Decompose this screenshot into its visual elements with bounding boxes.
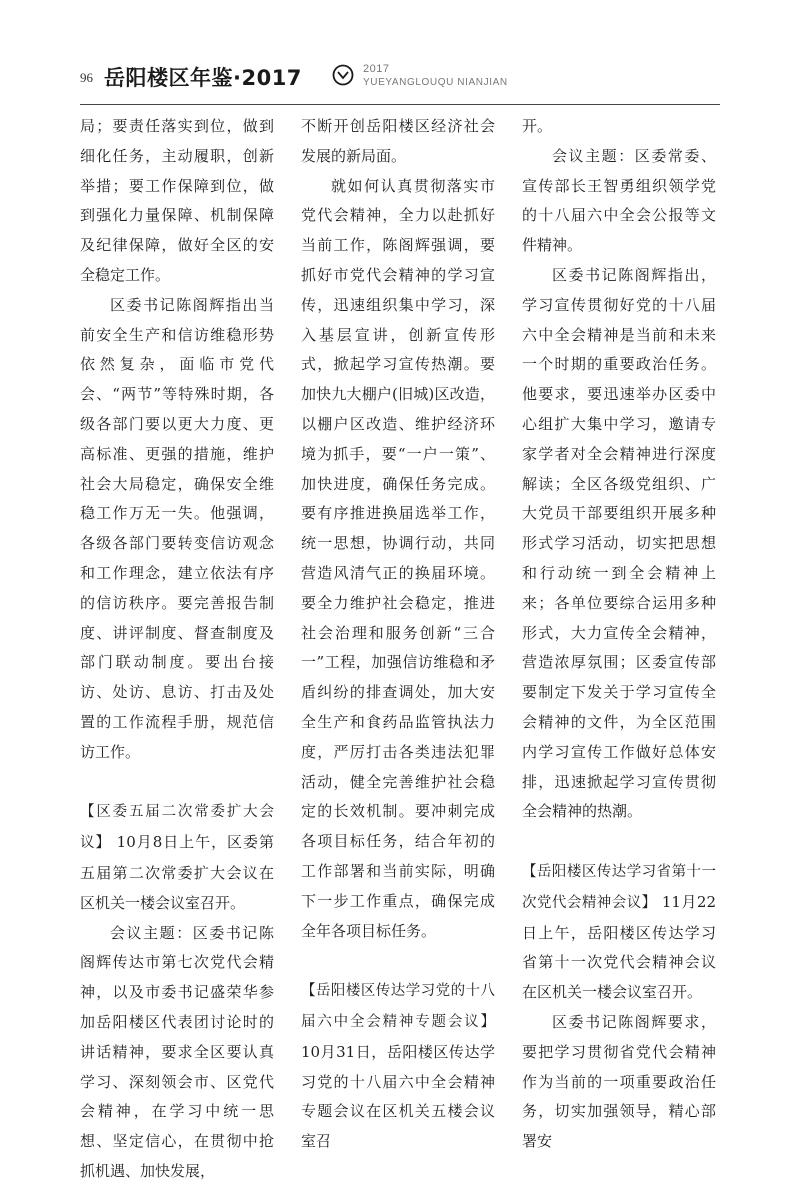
section-title: 【岳阳楼区传达学习省第十一次党代会精神会议】 (522, 863, 716, 911)
section-heading (522, 857, 716, 1008)
section-text: 11月22日上午，岳阳楼区传达学习省第十一次党代会精神会议在区机关一楼会议室召开。 (522, 892, 716, 1002)
page-header (80, 62, 580, 96)
text-column-1 (80, 112, 274, 1187)
section-text: 10月8日上午，区委第五届第二次常委扩大会议在区机关一楼会议室召开。 (80, 833, 274, 912)
paragraph: 开。 (522, 117, 553, 135)
paragraph: 不断开创岳阳楼区经济社会发展的新局面。 (301, 117, 495, 165)
yearbook-title: 岳阳楼区年鉴·2017 (104, 66, 302, 90)
section-heading (301, 976, 495, 1157)
paragraph: 会议主题：区委书记陈阁辉传达市第七次党代会精神，以及市委书记盛荣华参加岳阳楼区代表团讨论时的讲话精神，要求全区要认真学习、深刻领会市、区党代会精神，在学习中统一思想、坚定信心，在贯彻中抢抓机遇、加快发展， (80, 923, 274, 1180)
header-pinyin: YUEYANGLOUQU NIANJIAN (363, 77, 508, 88)
paragraph: 会议主题：区委常委、宣传部长王智勇组织领学党的十八届六中全会公报等文件精神。 (522, 146, 716, 255)
paragraph: 区委书记陈阁辉指出，学习宣传贯彻好党的十八届六中全会精神是当前和未来一个时期的重要政治任务。他要求，要迅速举办区委中心组扩大集中学习，邀请专家学者对全会精神进行深度解读；全区各级党组织、广大党员干部要组织开展多种形式学习活动，切实把思想和行动统一到全会精神上来；各单位要综合运用多种形式，大力宣传全会精神，营造浓厚氛围；区委宣传部要制定下发关于学习宣传全会精神的文件，为全区范围内学习宣传工作做好总体安排，迅速掀起学习宣传贯彻全会精神的热潮。 (522, 265, 716, 821)
text-column-2 (301, 112, 495, 1157)
page-number: 96 (80, 70, 93, 85)
section-text: 10月31日，岳阳楼区传达学习党的十八届六中全会精神专题会议在区机关五楼会议室召 (301, 1042, 495, 1151)
section-title: 【岳阳楼区传达学习党的十八届六中全会精神专题会议】 (301, 983, 495, 1030)
header-rule (80, 104, 720, 105)
paragraph: 区委书记陈阁辉指出当前安全生产和信访维稳形势依然复杂，面临市党代会、“两节”等特殊时期，各级各部门要以更大力度、更高标准、更强的措施，维护社会大局稳定，确保安全维稳工作万无一失。他强调，各级各部门要转变信访观念和工作理念，建立依法有序的信访秩序。要完善报告制度、讲评制度、督查制度及部门联动制度。要出台接访、处访、息访、打击及处置的工作流程手册，规范信访工作。 (80, 295, 274, 761)
section-title: 【区委五届二次常委扩大会议】 (80, 804, 274, 852)
text-column-3 (522, 112, 716, 1157)
section-heading (80, 797, 274, 918)
circle-check-logo-icon (332, 64, 354, 86)
paragraph: 就如何认真贯彻落实市党代会精神，全力以赴抓好当前工作，陈阁辉强调，要抓好市党代会精神的学习宣传，迅速组织集中学习，深入基层宣讲，创新宣传形式，掀起学习宣传热潮。要加快九大棚户(旧城)区改造，以棚户区改造、维护经济环境为抓手，要“一户一策”、加快进度，确保任务完成。要有序推进换届选举工作，统一思想，协调行动，共同营造风清气正的换届环境。要全力维护社会稳定，推进社会治理和服务创新“三合一”工程，加强信访维稳和矛盾纠纷的排查调处，加大安全生产和食药品监管执法力度，严厉打击各类违法犯罪活动，健全完善维护社会稳定的长效机制。要冲刺完成各项目标任务，结合年初的工作部署和当前实际，明确下一步工作重点，确保完成全年各项目标任务。 (301, 176, 495, 940)
paragraph: 局；要责任落实到位，做到细化任务，主动履职，创新举措；要工作保障到位，做到强化力量保障、机制保障及纪律保障，做好全区的安全稳定工作。 (80, 117, 274, 284)
paragraph: 区委书记陈阁辉要求，要把学习贯彻省党代会精神作为当前的一项重要政治任务，切实加强领导，精心部署安 (522, 1012, 716, 1151)
header-year: 2017 (363, 63, 390, 75)
